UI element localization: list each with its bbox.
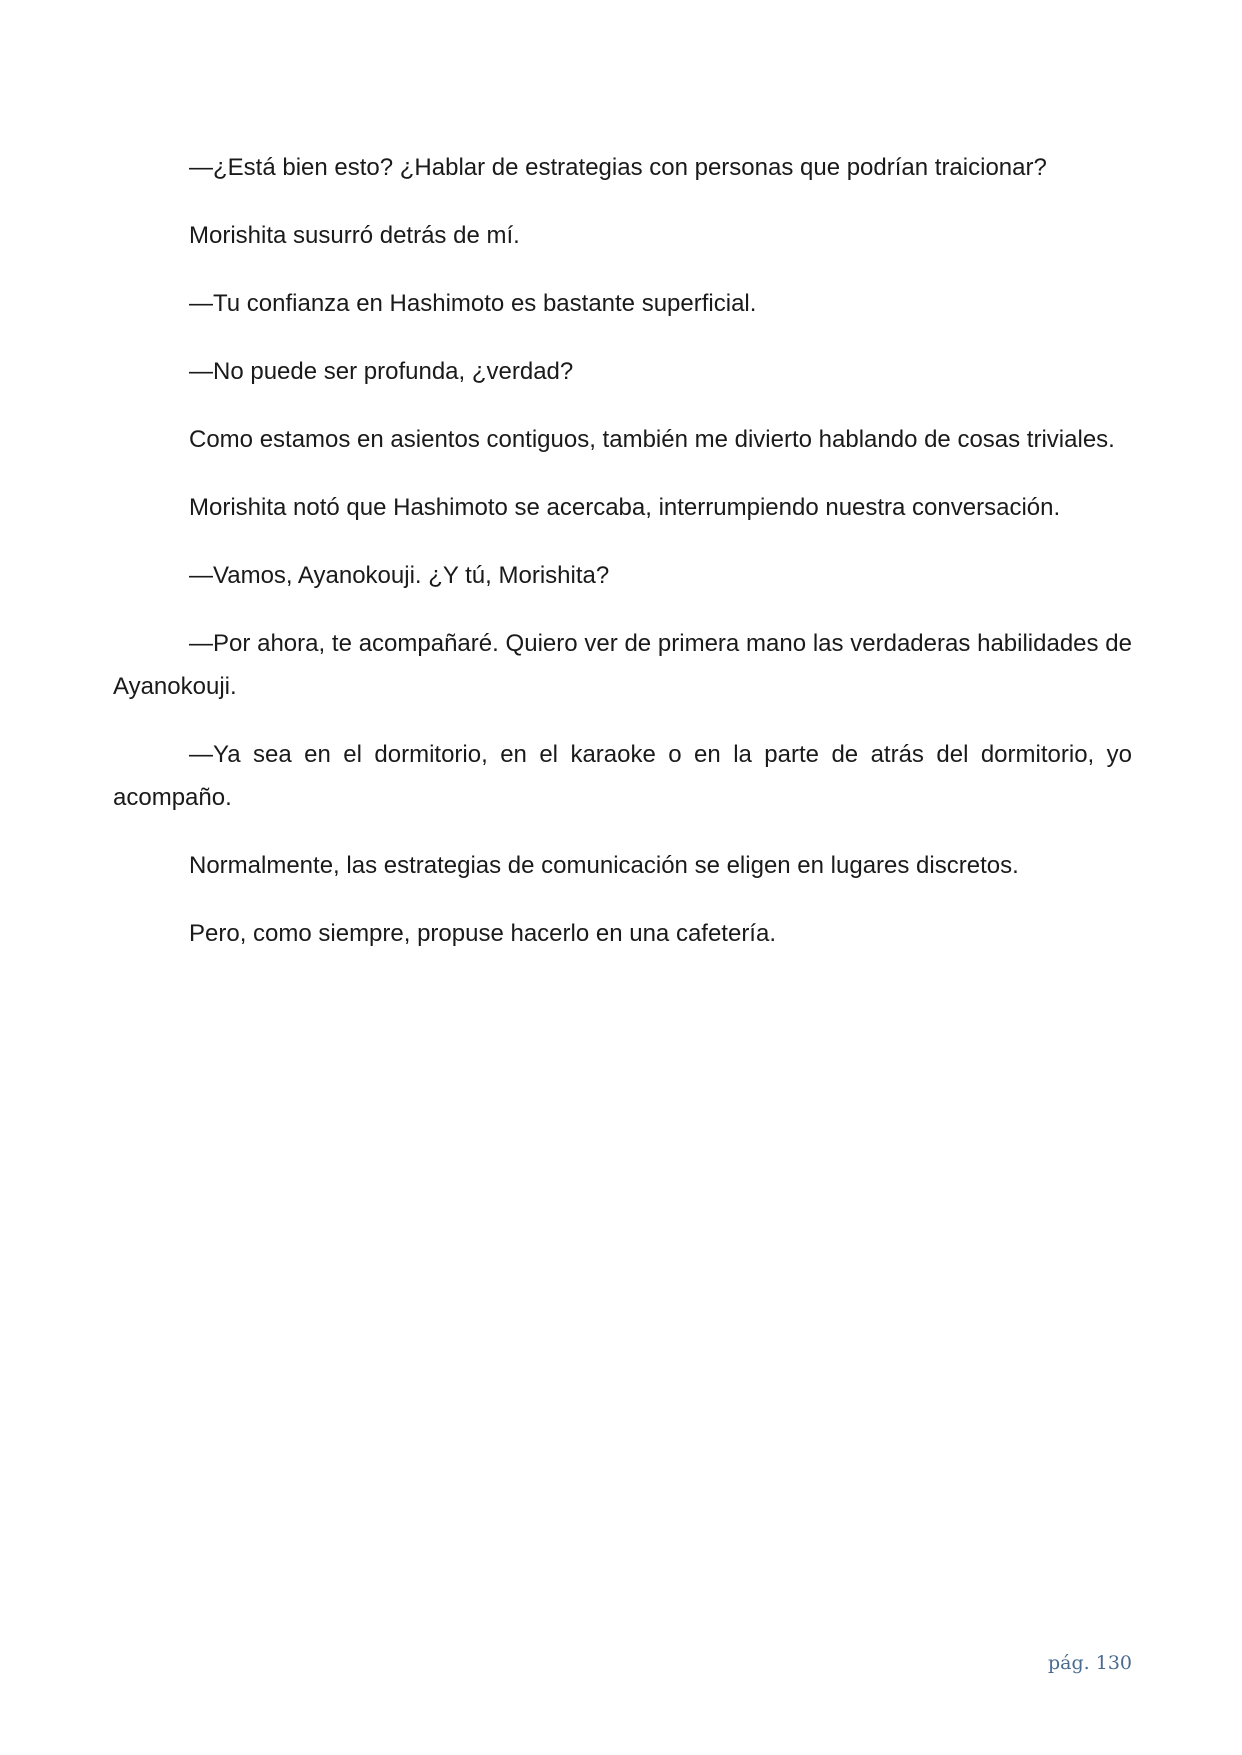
paragraph-7: —Vamos, Ayanokouji. ¿Y tú, Morishita? [189,562,610,589]
paragraph-4: —No puede ser profunda, ¿verdad? [189,358,574,385]
page-number: pág. 130 [1048,1652,1132,1674]
paragraph-11: Pero, como siempre, propuse hacerlo en una cafetería. [189,920,776,947]
paragraph-8: —Por ahora, te acompañaré. Quiero ver de primera mano las verdaderas habilidades de Ayanokouji. [113,630,1132,700]
paragraph-10: Normalmente, las estrategias de comunicación se eligen en lugares discretos. [189,852,1019,879]
paragraph-3: —Tu confianza en Hashimoto es bastante superficial. [189,290,757,317]
paragraph-5: Como estamos en asientos contiguos, también me divierto hablando de cosas triviales. [189,426,1115,453]
text-body [113,146,1132,980]
paragraph-6: Morishita notó que Hashimoto se acercaba, interrumpiendo nuestra conversación. [189,494,1061,521]
paragraph-1: —¿Está bien esto? ¿Hablar de estrategias con personas que podrían traicionar? [189,154,1047,181]
paragraph-9: —Ya sea en el dormitorio, en el karaoke o en la parte de atrás del dormitorio, yo acompaño. [113,741,1132,811]
paragraph-2: Morishita susurró detrás de mí. [189,222,520,249]
